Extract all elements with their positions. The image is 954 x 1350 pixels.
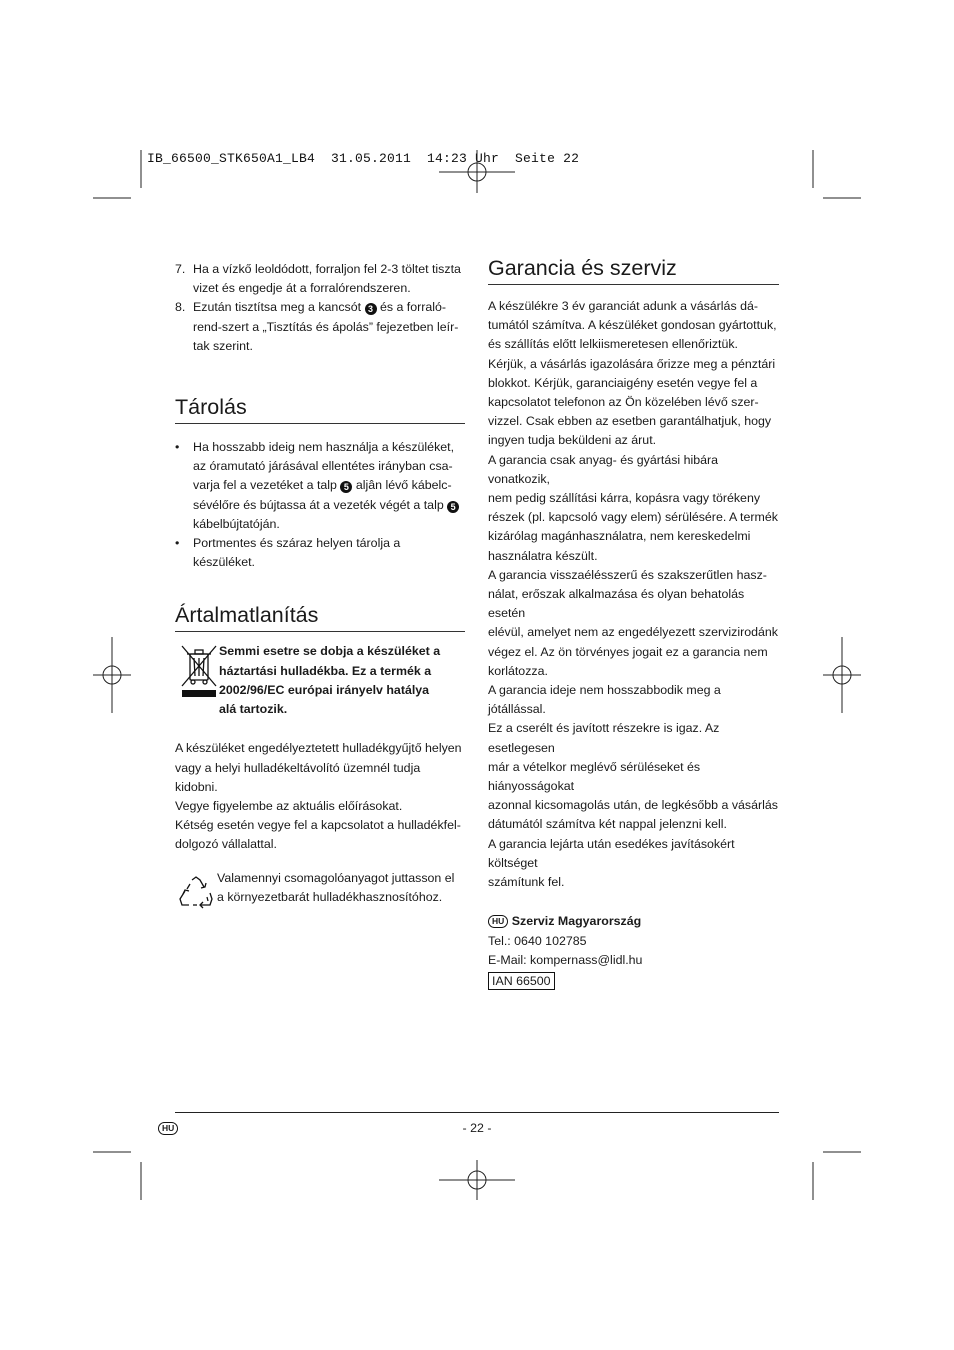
hu-country-badge: HU — [488, 915, 508, 928]
page-number: - 22 - — [462, 1121, 492, 1135]
step-7: 7. Ha a vízkő leoldódott, forraljon fel 2-3 töltet tiszta vizet és engedje át a forralórendszeren. — [175, 262, 461, 296]
ian-number: IAN 66500 — [488, 972, 555, 990]
footer-rule — [175, 1112, 779, 1113]
part-number-badge: 5 — [340, 481, 352, 493]
part-number-badge: 3 — [365, 303, 377, 315]
service-title: Szerviz Magyarország — [511, 914, 642, 929]
storage-bullet: • Ha hosszabb ideig nem használja a készüléket, az óramutató járásával ellentétes irányban csa- varja fel a vezetéket a talp 5 aljân lévő kábelc- sévélőre és bújtassa át a vezeték végét a talp 5 kábelbújtatóján. — [175, 438, 465, 534]
service-block — [488, 912, 779, 991]
storage-heading: Tárolás — [175, 394, 465, 424]
warranty-body: A készülékre 3 év garanciát adunk a vásárlás dá- tumától számítva. A készüléket gondosan gyártottuk, és szállítás előtt lelkiismeretesen ellenőriztük. Kérjük, a vásárlás igazolására őrizze meg a pénztári blokkot. Kérjük, garanciaigény esetén vegye fel a kapcsolatot telefonon az Ön közelében lévő szer- vizzel. Csak ebben az esetben garantálhatjuk, hogy ingyen tudja beküldeni az árut. A garancia csak anyag- és gyártási hibára vonatkozik, nem pedig szállítási kárra, kopásra vagy törékeny részek (pl. kapcsoló vagy elem) sérülésére. A termék kizárólag magánhasználatra, nem kereskedelmi használatra készült. A garancia visszaélésszerű és szakszerűtlen hasz- nálat, erőszak alkalmazása és olyan behatolás esetén elévül, amelyet nem az engedélyezett szervizirodánk végez el. Az ön törvényes jogait ez a garancia nem korlátozza. A garancia ideje nem hosszabbodik meg a jótállással. Ez a cserélt és javított részekre is igaz. Az esetlegesen már a vételkor meglévő sérüléseket és hiányosságokat azonnal kicsomagolás után, de legkésőbb a vásárlás dátumától számítva két nappal jelenzni kell. A garancia lejárta után esedékes javításokért költséget számítunk fel. — [488, 299, 778, 890]
right-column — [488, 255, 779, 991]
storage-list — [175, 438, 465, 572]
footer-hu-badge: HU — [158, 1122, 178, 1135]
storage-bullet: • Portmentes és száraz helyen tárolja a készüléket. — [175, 536, 401, 570]
disposal-body: A készüléket engedélyeztetett hulladékgyűjtő helyen vagy a helyi hulladékeltávolító üzemnél tudja kidobni. Vegye figyelembe az aktuális előírásokat. Kétség esetén vegye fel a kapcsolatot a hulladékfel- dolgozó vállalattal. — [175, 741, 462, 852]
disposal-heading: Ártalmatlanítás — [175, 602, 465, 632]
recycling-notice: Valamennyi csomagolóanyagot juttasson el a környezetbarát hulladékhasznosítóhoz. — [175, 873, 465, 913]
service-phone: Tel.: 0640 102785 — [488, 933, 587, 948]
step-8: 8. Ezután tisztítsa meg a kancsót 3 és a forraló- rend-szert a „Tisztítás és ápolás” fejezetben leír- tak szerint. — [175, 300, 459, 353]
print-slug: IB_66500_STK650A1_LB4 31.05.2011 14:23 Uhr Seite 22 — [147, 151, 580, 166]
crossed-out-bin-icon — [179, 644, 219, 700]
service-email: E-Mail: kompernass@lidl.hu — [488, 952, 643, 967]
weee-notice: Semmi esetre se dobja a készüléket a háztartási hulladékba. Ez a termék a 2002/96/EC európai irányelv hatálya alá tartozik. — [175, 646, 465, 722]
recycling-icon — [177, 875, 215, 911]
warranty-heading: Garancia és szerviz — [488, 255, 779, 285]
descaling-steps — [175, 260, 465, 356]
part-number-badge: 5 — [447, 501, 459, 513]
left-column — [175, 260, 465, 913]
